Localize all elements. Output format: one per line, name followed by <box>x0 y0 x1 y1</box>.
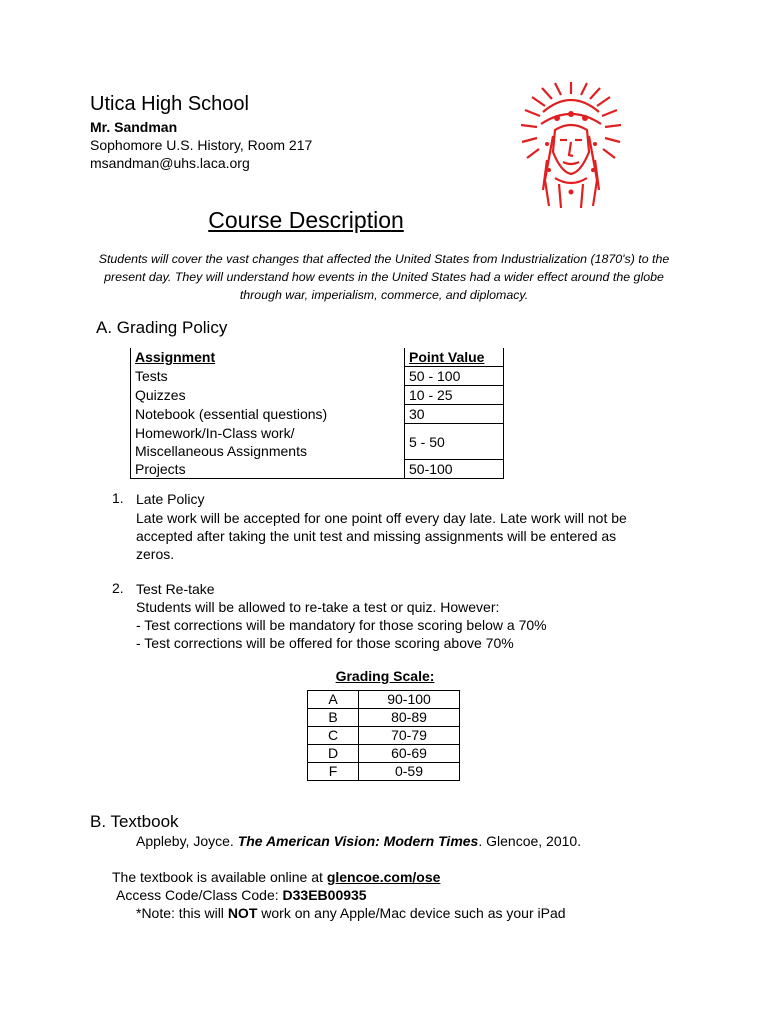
assignment-cell <box>131 424 405 460</box>
access-code-line <box>116 887 367 903</box>
teacher-name: Mr. Sandman <box>90 119 178 135</box>
table-row <box>131 367 504 386</box>
page-title: Course Description <box>208 207 404 233</box>
assignment-cell: Tests <box>131 367 405 386</box>
book-title: The American Vision: Modern Times <box>237 833 479 849</box>
citation-publisher: . Glencoe, 2010. <box>478 833 582 849</box>
online-availability <box>112 869 440 885</box>
table-row <box>308 745 460 763</box>
table-row <box>308 727 460 745</box>
access-code-label: Access Code/Class Code: <box>116 887 283 903</box>
course-description: Students will cover the vast changes that affected the United States from Industrialization (1870's) to the present day. They will understand how events in the United States had a wider effect around the globe through war, imperialism, commerce, and diplomacy. <box>98 252 670 302</box>
grade-letter: D <box>308 745 359 763</box>
table-header-row <box>131 348 504 367</box>
table-row <box>308 691 460 709</box>
grade-letter: C <box>308 727 359 745</box>
table-row <box>308 709 460 727</box>
online-text: The textbook is available online at <box>112 869 327 885</box>
grading-scale-title: Grading Scale: <box>335 668 435 684</box>
note-text: work on any Apple/Mac device such as your iPad <box>257 905 566 921</box>
note-text: *Note: this will <box>136 905 228 921</box>
late-policy-line: zeros. <box>136 546 175 562</box>
textbook-citation <box>136 833 581 849</box>
table-row <box>131 386 504 405</box>
grade-range: 70-79 <box>359 727 460 745</box>
points-cell: 50-100 <box>405 460 504 479</box>
retake-title: Test Re-take <box>136 581 215 597</box>
assignment-column-header: Assignment <box>131 348 405 367</box>
retake-number: 2. <box>112 580 124 596</box>
points-cell: 10 - 25 <box>405 386 504 405</box>
grading-scale-table <box>307 690 460 781</box>
table-row <box>131 405 504 424</box>
grade-letter: F <box>308 763 359 781</box>
table-row <box>131 424 504 460</box>
grade-range: 0-59 <box>359 763 460 781</box>
grade-range: 60-69 <box>359 745 460 763</box>
points-cell: 50 - 100 <box>405 367 504 386</box>
retake-line: Students will be allowed to re-take a test or quiz. However: <box>136 599 500 615</box>
school-name: Utica High School <box>90 93 249 115</box>
device-note <box>136 905 566 921</box>
grading-heading: A. Grading Policy <box>96 318 228 337</box>
grade-letter: B <box>308 709 359 727</box>
access-code-value: D33EB00935 <box>282 887 367 903</box>
retake-line: - Test corrections will be offered for those scoring above 70% <box>136 635 514 651</box>
course-info: Sophomore U.S. History, Room 217 <box>90 137 313 153</box>
assignment-line: Homework/In-Class work/ <box>135 424 295 441</box>
grade-range: 90-100 <box>359 691 460 709</box>
citation-author: Appleby, Joyce. <box>136 833 238 849</box>
grade-letter: A <box>308 691 359 709</box>
late-policy-title: Late Policy <box>136 491 205 507</box>
note-emphasis: NOT <box>227 905 258 921</box>
assignment-line: Miscellaneous Assignments <box>135 442 307 459</box>
chief-headdress-mascot-icon <box>515 80 627 214</box>
table-row <box>131 460 504 479</box>
points-cell: 30 <box>405 405 504 424</box>
retake-line: - Test corrections will be mandatory for those scoring below a 70% <box>136 617 547 633</box>
table-row <box>308 763 460 781</box>
assignment-cell: Quizzes <box>131 386 405 405</box>
grade-range: 80-89 <box>359 709 460 727</box>
assignment-cell: Notebook (essential questions) <box>131 405 405 424</box>
points-cell: 5 - 50 <box>405 424 504 460</box>
late-policy-line: accepted after taking the unit test and missing assignments will be entered as <box>136 528 617 544</box>
teacher-email: msandman@uhs.laca.org <box>90 155 250 171</box>
textbook-heading: B. Textbook <box>90 812 179 831</box>
glencoe-link[interactable]: glencoe.com/ose <box>326 869 441 885</box>
late-policy-number: 1. <box>112 490 124 506</box>
assignment-cell: Projects <box>131 460 405 479</box>
late-policy-line: Late work will be accepted for one point off every day late. Late work will not be <box>136 510 627 526</box>
grading-table <box>130 348 504 479</box>
points-column-header: Point Value <box>405 348 504 367</box>
